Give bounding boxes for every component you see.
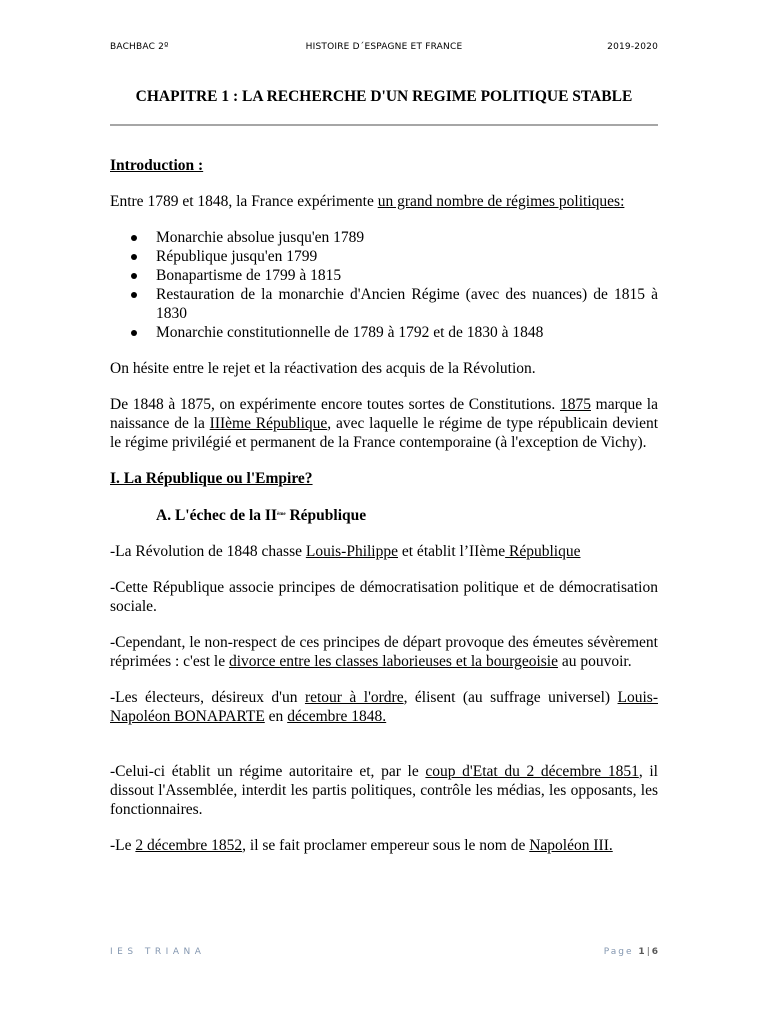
page-footer	[110, 947, 658, 961]
section-paragraph-4: -Les électeurs, désireux d'un retour à l'ordre, élisent (au suffrage universel) Louis-Napoléon BONAPARTE en décembre 1848.	[110, 689, 658, 725]
blank-line	[110, 743, 658, 762]
section-paragraph-3: -Cependant, le non-respect de ces principes de départ provoque des émeutes sévèrement réprimées : c'est le divorce entre les classes laborieuses et la bourgeoisie au pouvoir.	[110, 634, 658, 670]
page-number: Page 1 | 6	[603, 947, 658, 957]
intro-paragraph-3: De 1848 à 1875, on expérimente encore toutes sortes de Constitutions. 1875 marque la naissance de la IIIème République, avec laquelle le régime de type républicain devient le régime privilégié et permanent de la France contemporaine (à l'exception de Vichy).	[110, 396, 659, 451]
document-body	[110, 156, 658, 872]
section-paragraph-1: -La Révolution de 1848 chasse Louis-Philippe et établit l’IIème République	[110, 543, 581, 560]
bullet-icon	[131, 292, 137, 298]
header-year: 2019-2020	[607, 42, 658, 52]
chapter-title: CHAPITRE 1 : LA RECHERCHE D'UN REGIME POLITIQUE STABLE	[135, 88, 633, 105]
intro-paragraph-1: Entre 1789 et 1848, la France expérimente un grand nombre de régimes politiques:	[110, 193, 625, 210]
section-1a-heading: A. L'échec de la IIème République	[156, 507, 367, 524]
title-rule	[110, 124, 658, 126]
section-paragraph-6: -Le 2 décembre 1852, il se fait proclamer empereur sous le nom de Napoléon III.	[110, 837, 613, 854]
bullet-icon	[131, 254, 137, 260]
bullet-icon	[131, 235, 137, 241]
list-item: République jusqu'en 1799	[156, 247, 658, 266]
section-paragraph-5: -Celui-ci établit un régime autoritaire et, par le coup d'Etat du 2 décembre 1851, il dissout l'Assemblée, interdit les partis politiques, contrôle les médias, les opposants, les fonctionnaires.	[110, 763, 658, 818]
list-item: Bonapartisme de 1799 à 1815	[156, 266, 658, 285]
header-subject: HISTOIRE D´ESPAGNE ET FRANCE	[305, 42, 463, 52]
list-item: Restauration de la monarchie d'Ancien Régime (avec des nuances) de 1815 à 1830	[156, 285, 658, 323]
section-paragraph-2: -Cette République associe principes de démocratisation politique et de démocratisation sociale.	[110, 579, 658, 615]
bullet-icon	[131, 330, 137, 336]
list-item: Monarchie absolue jusqu'en 1789	[156, 228, 658, 247]
page-header	[110, 42, 658, 56]
list-item: Monarchie constitutionnelle de 1789 à 1792 et de 1830 à 1848	[156, 323, 658, 342]
section-1-heading: I. La République ou l'Empire?	[110, 470, 313, 487]
footer-school: IES TRIANA	[110, 947, 206, 957]
intro-paragraph-2: On hésite entre le rejet et la réactivation des acquis de la Révolution.	[110, 360, 536, 377]
bullet-icon	[131, 273, 137, 279]
intro-heading: Introduction :	[110, 157, 204, 174]
regimes-list	[110, 228, 658, 342]
header-course: BACHBAC 2º	[110, 42, 169, 52]
